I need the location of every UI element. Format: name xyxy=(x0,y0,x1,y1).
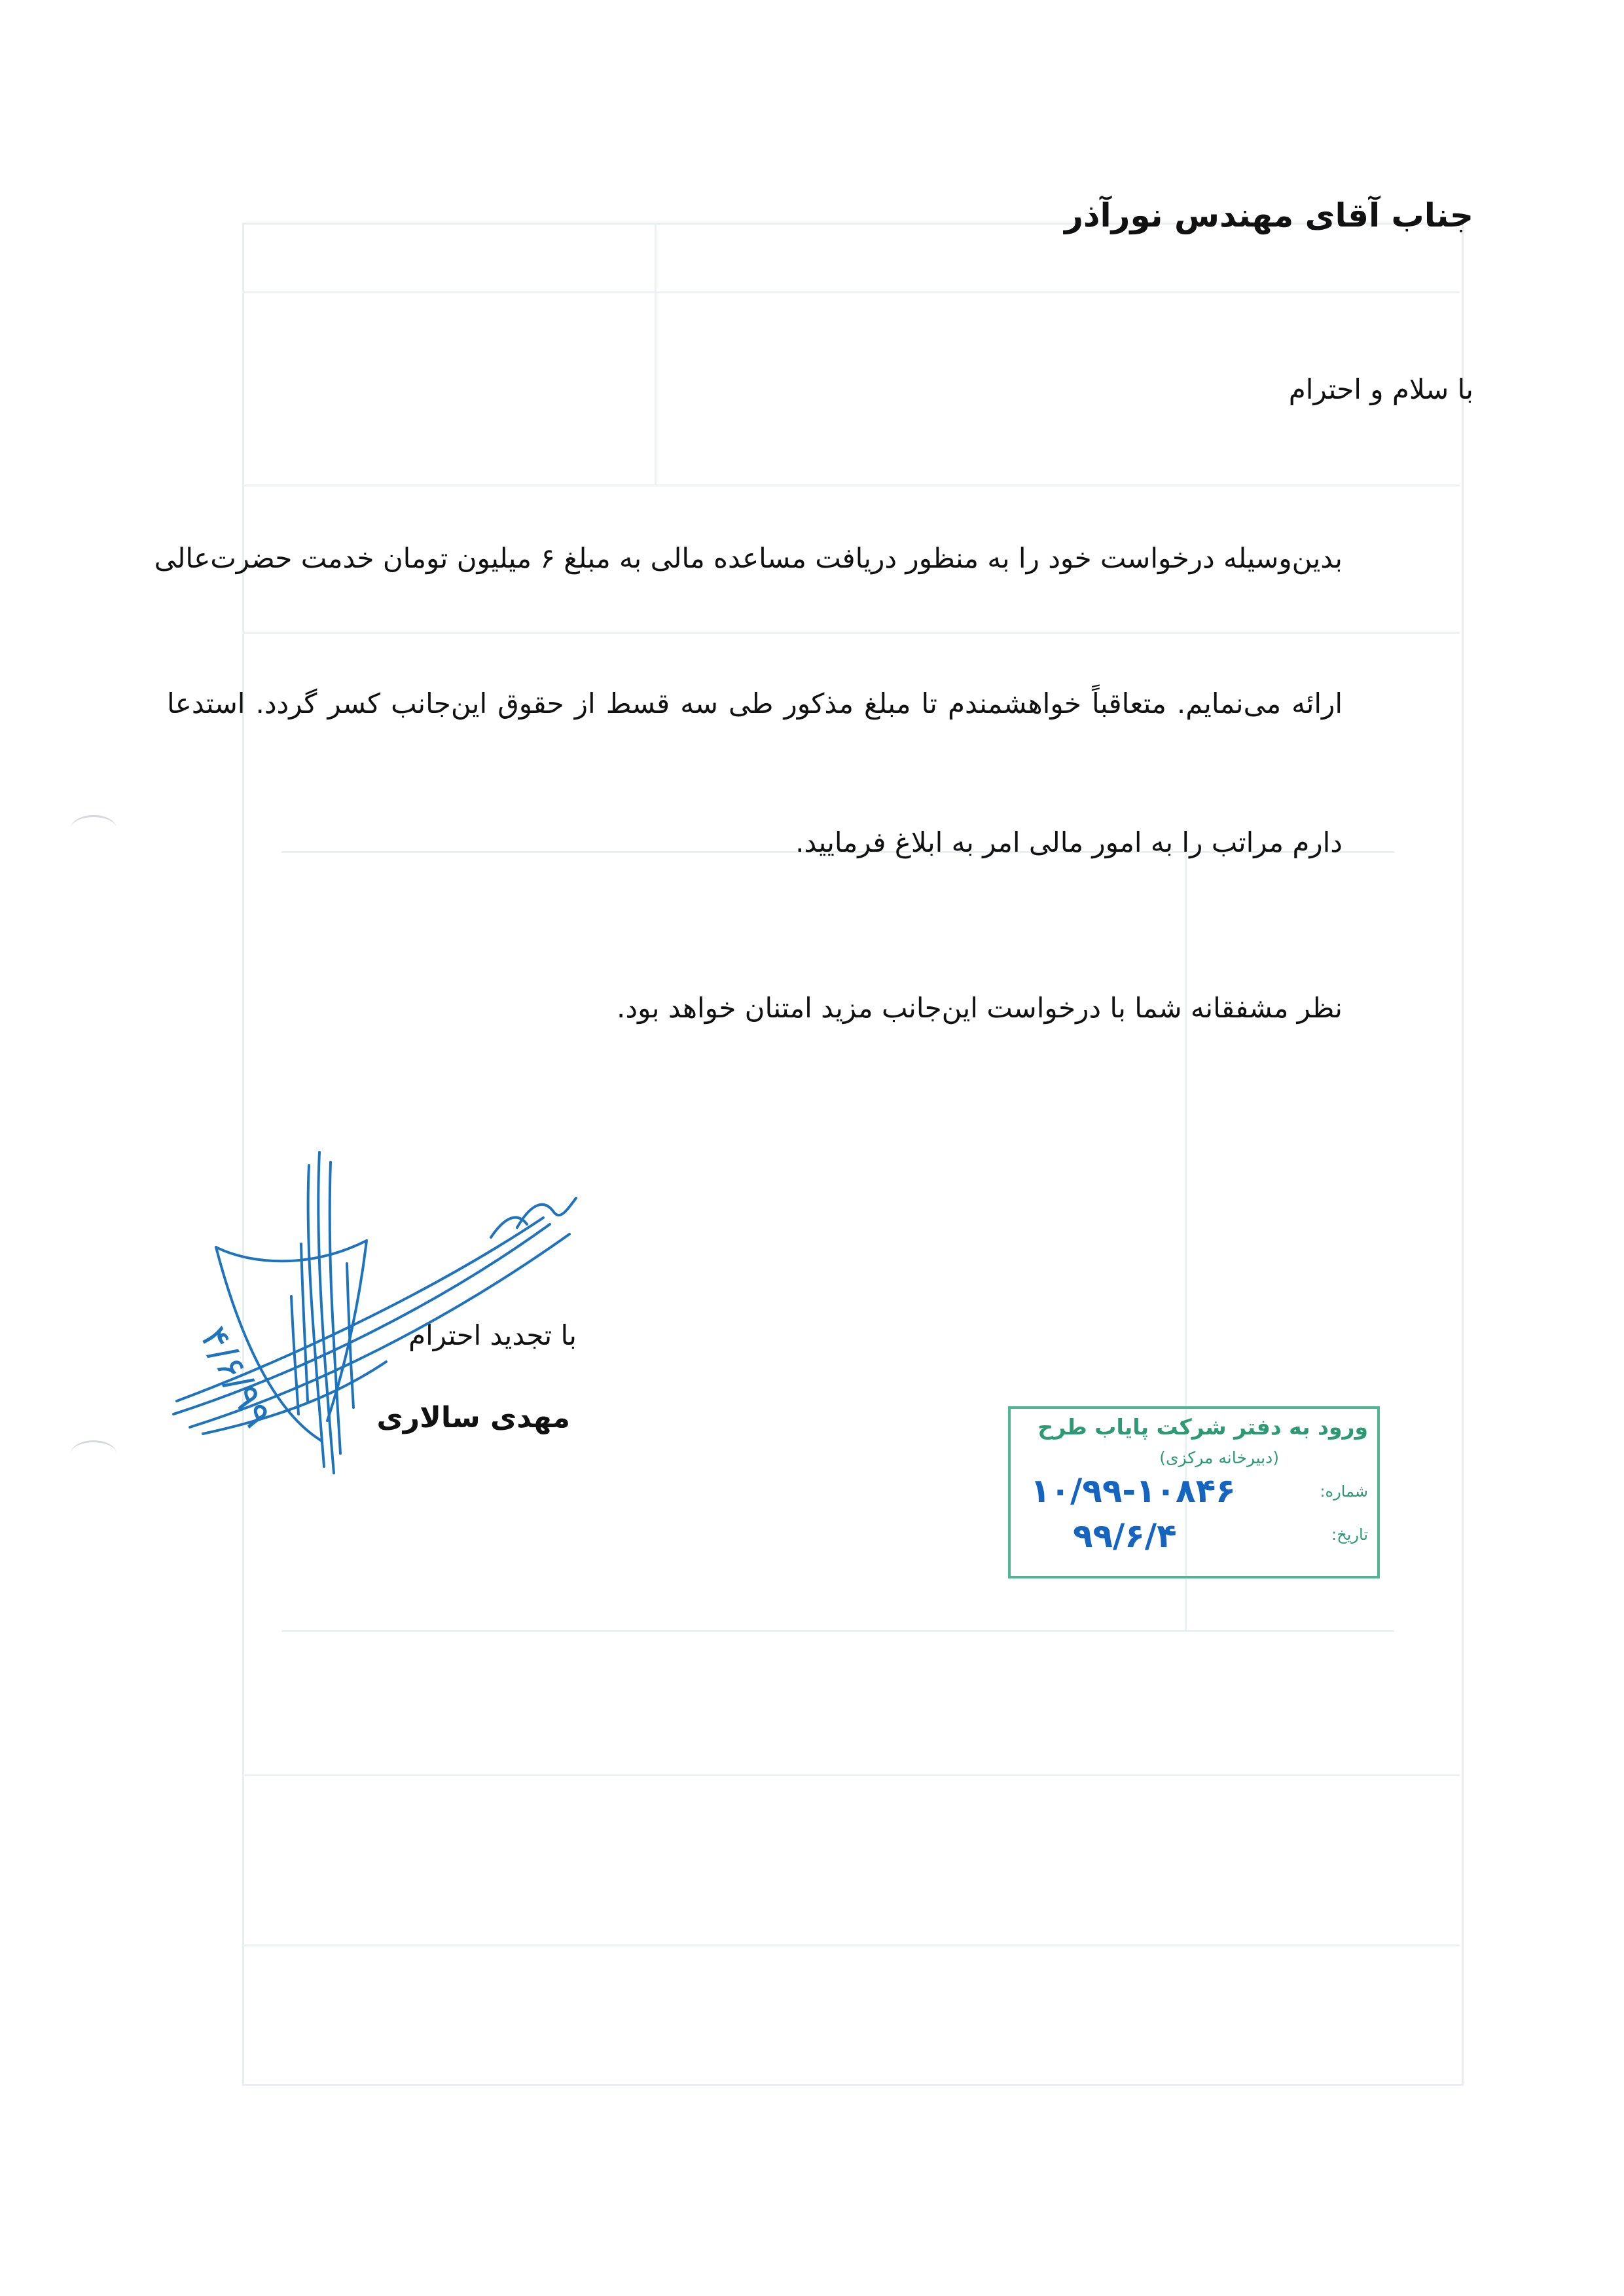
handwritten-date: ۴/۶/۹۹ xyxy=(191,1319,281,1435)
addressee-heading: جناب آقای مهندس نورآذر xyxy=(1064,196,1473,234)
stamp-number-label: شماره: xyxy=(1320,1482,1368,1501)
stamp-number-value: ۱۰/۹۹-۱۰۸۴۶ xyxy=(1030,1472,1236,1510)
letter-body-line: نظر مشفقانه شما با درخواست این‌جانب مزید امتنان خواهد بود. xyxy=(617,992,1343,1024)
punch-hole-mark xyxy=(71,815,117,842)
stamp-title: ورود به دفتر شرکت پایاب طرح xyxy=(1038,1414,1368,1440)
stamp-subtitle: (دبیرخانه مرکزی) xyxy=(1159,1448,1279,1467)
signer-name: مهدی سالاری xyxy=(376,1401,570,1434)
closing-phrase: با تجدید احترام xyxy=(408,1319,577,1351)
salutation: با سلام و احترام xyxy=(1288,373,1473,405)
bleed-through-rule xyxy=(242,632,1460,634)
letter-body-line: بدین‌وسیله درخواست خود را به منظور دریافت مساعده مالی به مبلغ ۶ میلیون تومان خدمت حضرت‌عالی xyxy=(154,542,1343,574)
bleed-through-rule xyxy=(655,223,657,484)
bleed-through-rule xyxy=(242,484,1460,486)
bleed-through-rule xyxy=(242,1944,1460,1946)
stamp-date-value: ۹۹/۶/۴ xyxy=(1073,1517,1177,1555)
letter-body-line: دارم مراتب را به امور مالی امر به ابلاغ فرمایید. xyxy=(795,826,1343,858)
letter-body-line: ارائه می‌نمایم. متعاقباً خواهشمندم تا مبلغ مذکور طی سه قسط از حقوق این‌جانب کسر گردد. استدعا xyxy=(167,687,1343,720)
received-stamp xyxy=(1008,1406,1380,1578)
handwritten-signature xyxy=(151,1126,609,1493)
bleed-through-rule xyxy=(242,291,1460,293)
bleed-through-rule xyxy=(242,1774,1460,1776)
bleed-through-rule xyxy=(281,1630,1394,1632)
punch-hole-mark xyxy=(71,1440,117,1467)
stamp-date-label: تاریخ: xyxy=(1331,1525,1368,1544)
